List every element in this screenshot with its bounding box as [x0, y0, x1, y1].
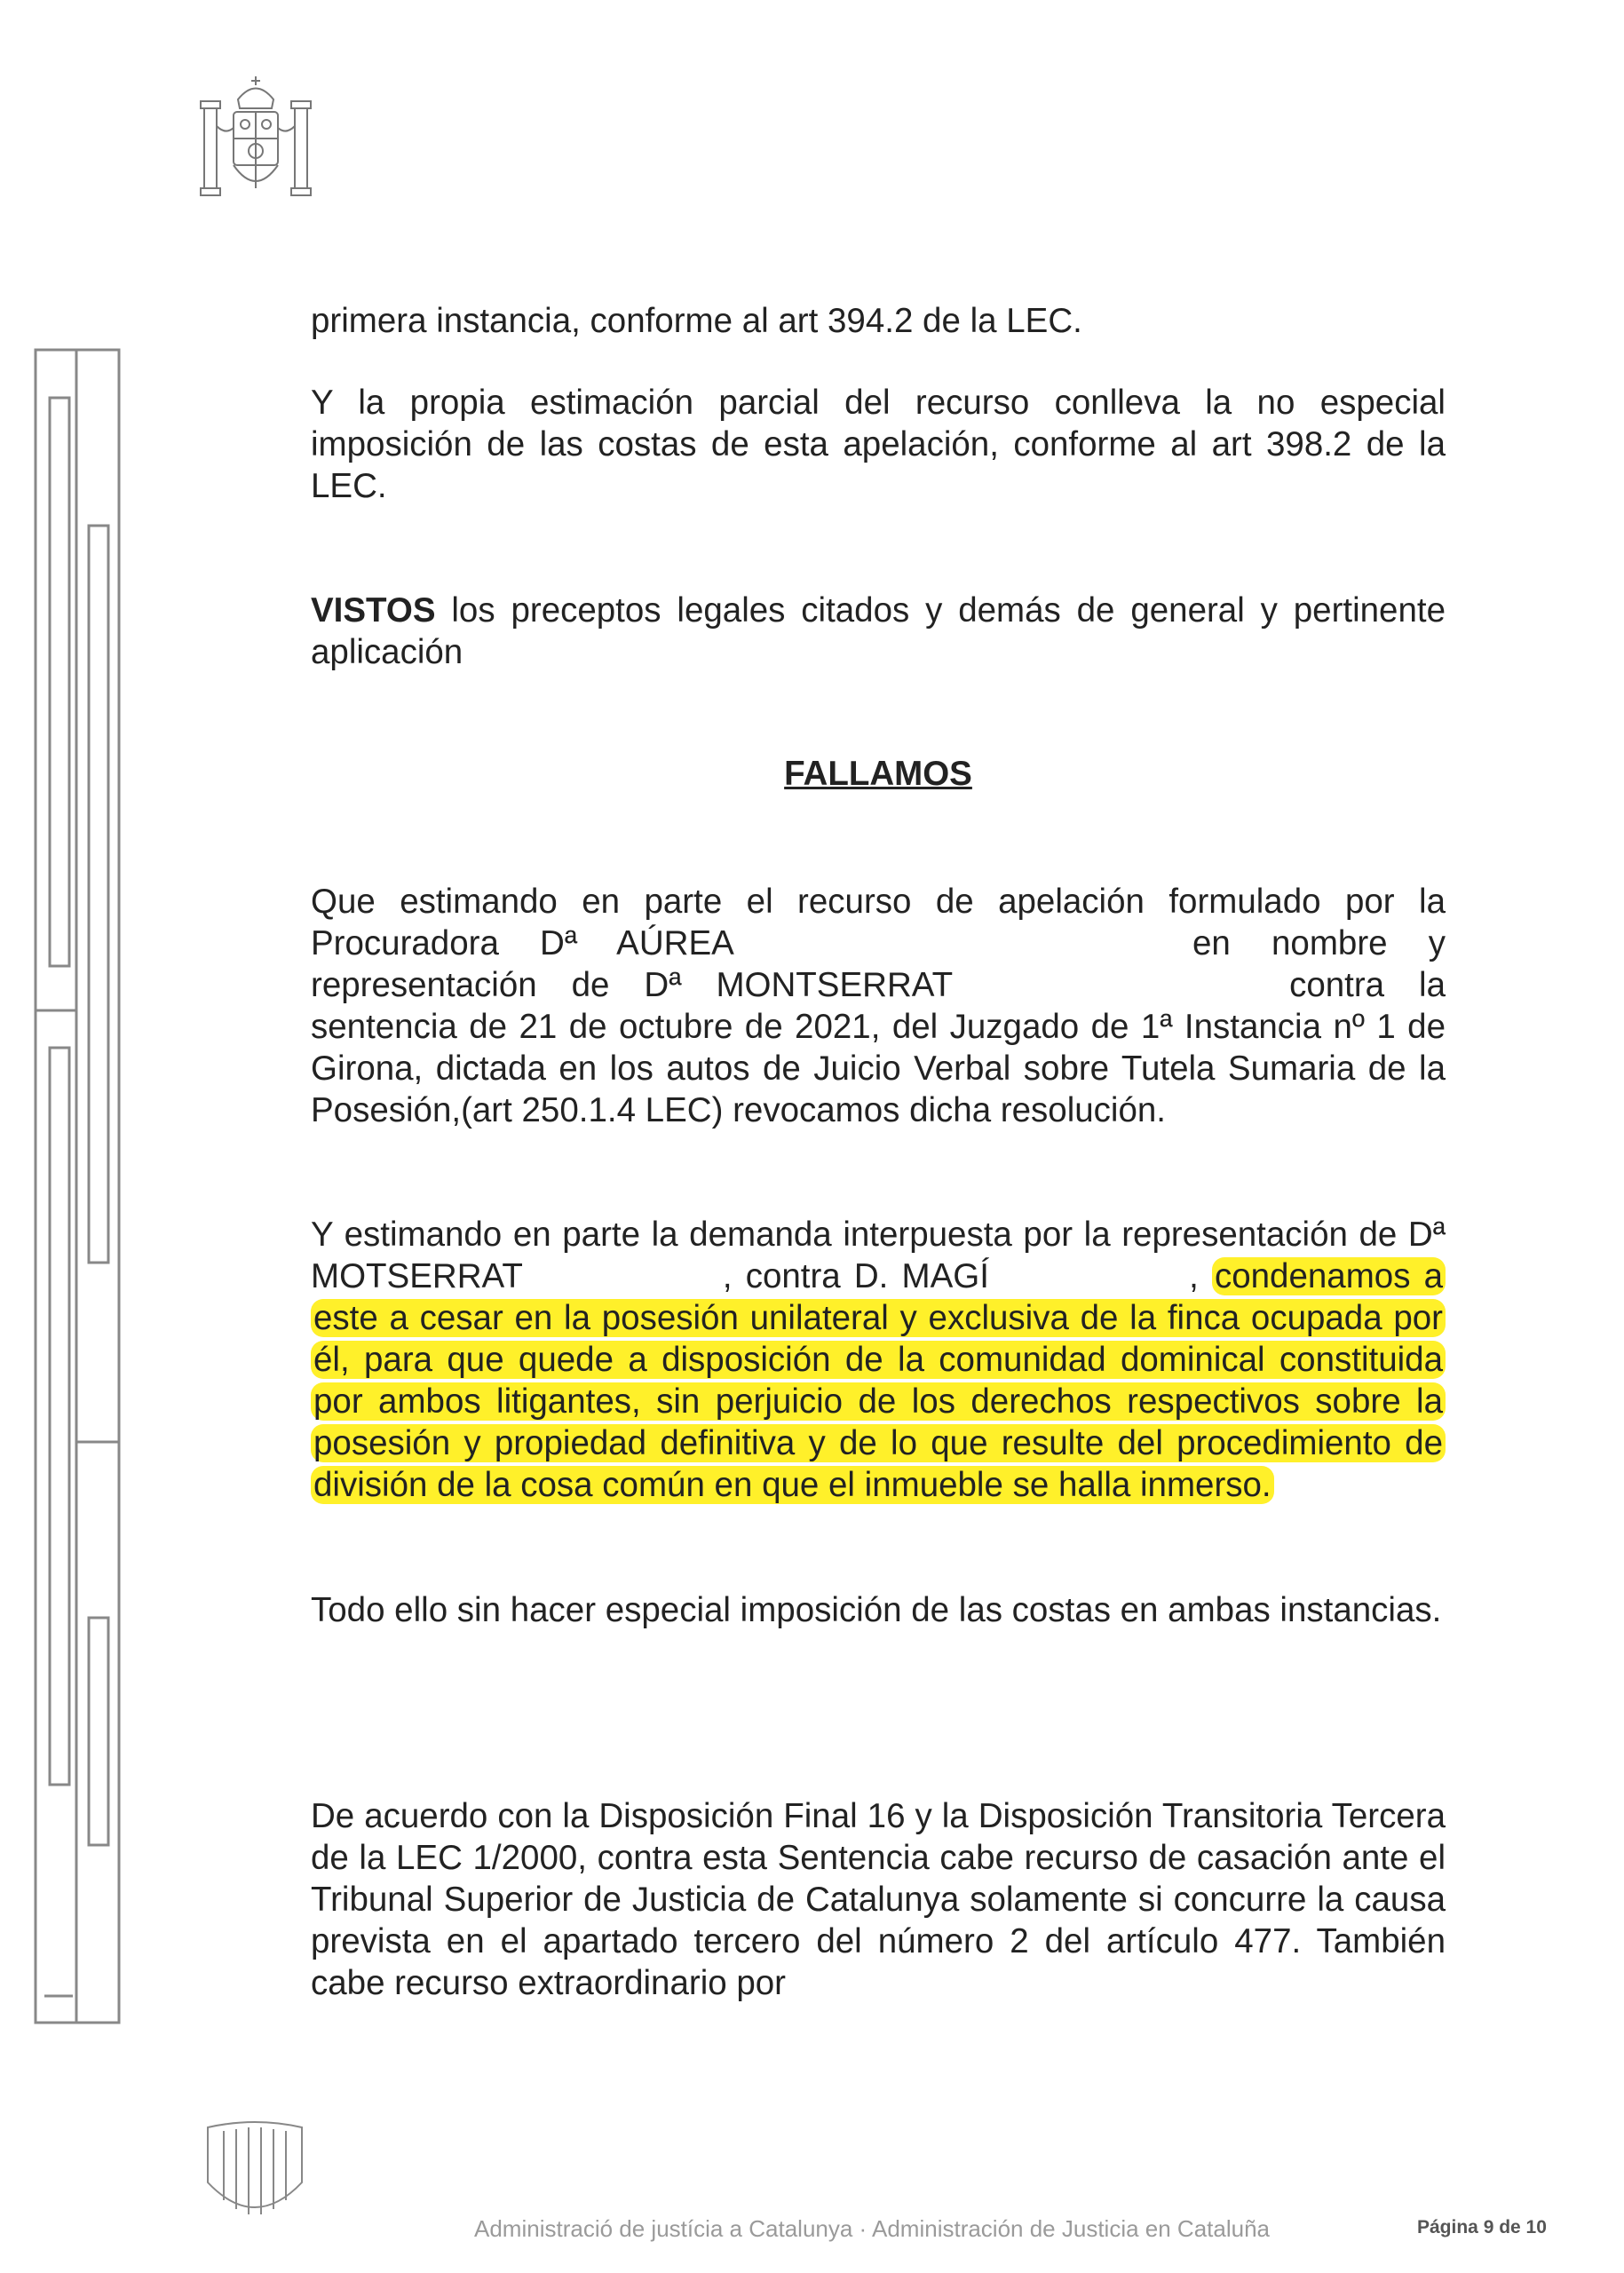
paragraph-appeal-rights: De acuerdo con la Disposición Final 16 y la Disposición Transitoria Tercera de la LEC 1/2000, contra esta Sentencia cabe recurso de casación ante el Tribunal Superior de Justicia de Catalunya solamente si concurre la causa prevista en el apartado tercero del número 2 del artículo 477. También cabe recurso extraordinario por: [311, 1797, 1446, 2002]
vistos-rest: los preceptos legales citados y demás de general y pertinente aplicación: [311, 591, 1446, 671]
spain-coat-of-arms-icon: [194, 73, 318, 204]
ruling-claim-part-c: ,: [1189, 1257, 1199, 1295]
footer-institution: Administració de justícia a Catalunya · Administración de Justicia en Cataluña: [474, 2215, 1271, 2242]
page-number: Página 9 de 10: [1417, 2217, 1547, 2237]
paragraph-no-costs: Todo ello sin hacer especial imposición de las costas en ambas instancias.: [311, 1591, 1442, 1629]
ruling-claim-part-b: , contra D. MAGÍ: [722, 1257, 989, 1295]
paragraph-vistos: [311, 590, 1446, 673]
paragraph-ruling-appeal: [311, 881, 1446, 1131]
margin-frame: [34, 348, 121, 2024]
paragraph-costs-first-instance: primera instancia, conforme al art 394.2 de la LEC.: [311, 302, 1082, 340]
catalonia-coat-of-arms-icon: [197, 2120, 313, 2225]
ruling-appeal-part-c: contra la sentencia de 21 de octubre de 2021, del Juzgado de 1ª Instancia nº 1 de Girona, dictada en los autos de Juicio Verbal sobre Tutela Sumaria de la Posesión,(art 250.1.4 LEC) revocamos dicha resolución.: [311, 966, 1446, 1129]
paragraph-ruling-claim: [311, 1214, 1446, 1506]
ruling-claim-part-a: Y estimando en parte la demanda interpuesta por la representación de Dª MOTSERRAT: [311, 1216, 1446, 1295]
highlighted-condemnation: condenamos a este a cesar en la posesión unilateral y exclusiva de la finca ocupada por él, para que quede a disposición de la comunidad dominical constituida por ambos litigantes, sin perjuicio de los derechos respectivos sobre la posesión y propiedad definitiva y de lo que resulte del procedimiento de división de la cosa común en que el inmueble se halla inmerso.: [311, 1257, 1446, 1504]
ruling-appeal-part-b: en nombre y representación de Dª MONTSERRAT: [311, 924, 1446, 1004]
ruling-appeal-part-a: Que estimando en parte el recurso de apelación formulado por la Procuradora Dª AÚREA: [311, 883, 1446, 962]
vistos-bold: VISTOS: [311, 591, 436, 630]
fallamos-heading: FALLAMOS: [784, 755, 972, 793]
paragraph-costs-appeal: Y la propia estimación parcial del recurso conlleva la no especial imposición de las costas de esta apelación, conforme al art 398.2 de la LEC.: [311, 384, 1446, 505]
